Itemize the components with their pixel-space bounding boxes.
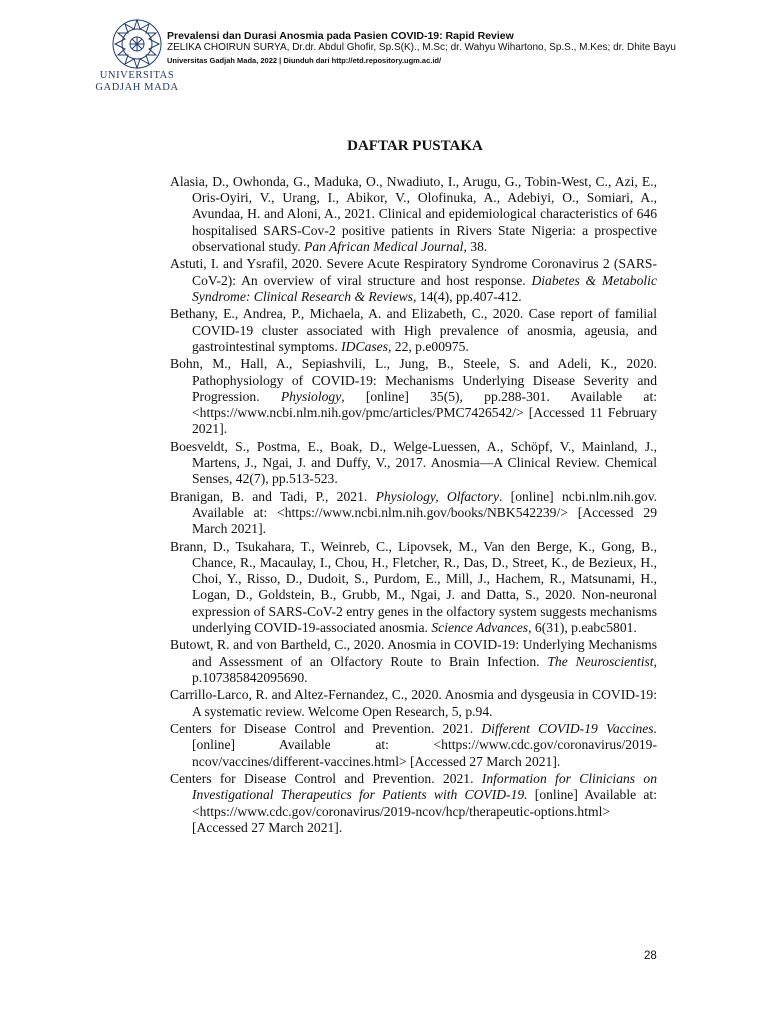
- reference-journal: Science Advances: [431, 619, 529, 635]
- reference-details: , 6(31), p.eabc5801.: [528, 619, 637, 635]
- reference-journal: Physiology: [280, 388, 342, 404]
- reference-text: Branigan, B. and Tadi, P., 2021.: [170, 488, 376, 504]
- logo-text-line-1: UNIVERSITAS: [99, 70, 175, 81]
- document-header: [167, 30, 768, 66]
- reference-journal: Information for Clinicians on Investigational Therapeutics for Patients with COVID-19.: [192, 771, 657, 803]
- reference-item: [170, 174, 657, 255]
- reference-item: [170, 771, 657, 836]
- reference-journal: The Neuroscientist: [547, 653, 654, 669]
- reference-text: Centers for Disease Control and Prevention. 2021.: [170, 771, 482, 787]
- reference-details: , 22, p.e00975.: [387, 338, 469, 354]
- reference-text: Carrillo-Larco, R. and Altez-Fernandez, C., 2020. Anosmia and dysgeusia in COVID-19: A systematic review. Welcome Open Research, 5, p.94.: [170, 687, 657, 719]
- reference-journal: Pan African Medical Journal,: [304, 238, 467, 254]
- reference-journal: Different COVID-19 Vaccines.: [481, 721, 657, 737]
- reference-list: [170, 174, 657, 837]
- reference-text: Astuti, I. and Ysrafil, 2020. Severe Acute Respiratory Syndrome Coronavirus 2 (SARS-CoV-2): An overview of viral structure and host response.: [170, 256, 657, 288]
- reference-item: [170, 539, 657, 636]
- reference-details: , p.107385842095690.: [192, 653, 657, 685]
- logo-text-line-2: GADJAH MADA: [95, 82, 179, 93]
- header-authors: ZELIKA CHOIRUN SURYA, Dr.dr. Abdul Ghofir, Sp.S(K)., M.Sc; dr. Wahyu Wihartono, Sp.S., M.Kes; dr. Dhite Bayu: [167, 42, 676, 53]
- reference-journal: IDCases: [341, 338, 388, 354]
- reference-text: Bohn, M., Hall, A., Sepiashvili, L., Jung, B., Steele, S. and Adeli, K., 2020. Pathophysiology of COVID-19: Mechanisms Underlying Disease Severity and Progression.: [170, 356, 657, 404]
- reference-text: Bethany, E., Andrea, P., Michaela, A. and Elizabeth, C., 2020. Case report of familial COVID-19 cluster associated with High prevalence of anosmia, ageusia, and gastrointestinal symptoms.: [170, 306, 657, 354]
- header-title: Prevalensi dan Durasi Anosmia pada Pasien COVID-19: Rapid Review: [167, 30, 514, 42]
- reference-text: Alasia, D., Owhonda, G., Maduka, O., Nwadiuto, I., Arugu, G., Tobin-West, C., Azi, E., Oris-Oyiri, V., Urang, I., Abikor, V., Olofinuka, A., Adebiyi, O., Somiari, A., Avundaa, H. and Aloni, A., 2021. Clinical and epidemiological characteristics of 646 hospitalised SARS-Cov-2 positive patients in Rivers State Nigeria: a prospective observational study.: [170, 174, 657, 254]
- reference-journal: Physiology, Olfactory: [375, 488, 499, 504]
- reference-text: Centers for Disease Control and Prevention. 2021.: [170, 721, 482, 737]
- reference-details: , [online] 35(5), pp.288-301. Available at: <https://www.ncbi.nlm.nih.gov/pmc/articles/PMC7426542/> [Accessed 11 February 2021].: [192, 388, 657, 437]
- page-number: 28: [644, 950, 657, 962]
- reference-item: [170, 721, 657, 770]
- reference-text: Butowt, R. and von Bartheld, C., 2020. Anosmia in COVID-19: Underlying Mechanisms and Assessment of an Olfactory Route to Brain Infection.: [170, 637, 657, 669]
- university-emblem-icon: [102, 18, 172, 70]
- reference-journal: Diabetes & Metabolic Syndrome: Clinical Research & Reviews: [192, 272, 657, 304]
- reference-item: [170, 637, 657, 686]
- reference-details: . [online] ncbi.nlm.nih.gov. Available at: <https://www.ncbi.nlm.nih.gov/books/NBK542239/> [Accessed 29 March 2021].: [192, 488, 658, 537]
- header-source: Universitas Gadjah Mada, 2022 | Diunduh dari http://etd.repository.ugm.ac.id/: [167, 56, 442, 65]
- reference-item: [170, 306, 657, 355]
- reference-text: Boesveldt, S., Postma, E., Boak, D., Welge-Luessen, A., Schöpf, V., Mainland, J., Martens, J., Ngai, J. and Duffy, V., 2017. Anosmia—A Clinical Review. Chemical Senses, 42(7), pp.513-523.: [170, 438, 657, 487]
- reference-details: [online] Available at: <https://www.cdc.gov/coronavirus/2019-ncov/vaccines/different-vaccines.html> [Accessed 27 March 2021].: [192, 737, 657, 769]
- reference-item: [170, 439, 657, 488]
- reference-text: Brann, D., Tsukahara, T., Weinreb, C., Lipovsek, M., Van den Berge, K., Gong, B., Chance, R., Macaulay, I., Chou, H., Fletcher, R., Das, D., Street, K., de Bezieux, H., Choi, Y., Risso, D., Dudoit, S., Purdom, E., Mill, J., Hachem, R., Matsunami, H., Logan, D., Goldstein, B., Grubb, M., Ngai, J. and Datta, S., 2020. Non-neuronal expression of SARS-CoV-2 entry genes in the olfactory system suggests mechanisms underlying COVID-19-associated anosmia.: [170, 538, 657, 635]
- reference-item: [170, 256, 657, 305]
- reference-details: 38.: [466, 238, 488, 254]
- section-heading: DAFTAR PUSTAKA: [347, 138, 483, 154]
- reference-item: [170, 489, 657, 538]
- reference-details: [online] Available at: <https://www.cdc.gov/coronavirus/2019-ncov/hcp/therapeutic-options.html> [Accessed 27 March 2021].: [192, 787, 657, 835]
- reference-details: , 14(4), pp.407-412.: [412, 288, 522, 304]
- reference-item: [170, 687, 657, 719]
- reference-item: [170, 356, 657, 437]
